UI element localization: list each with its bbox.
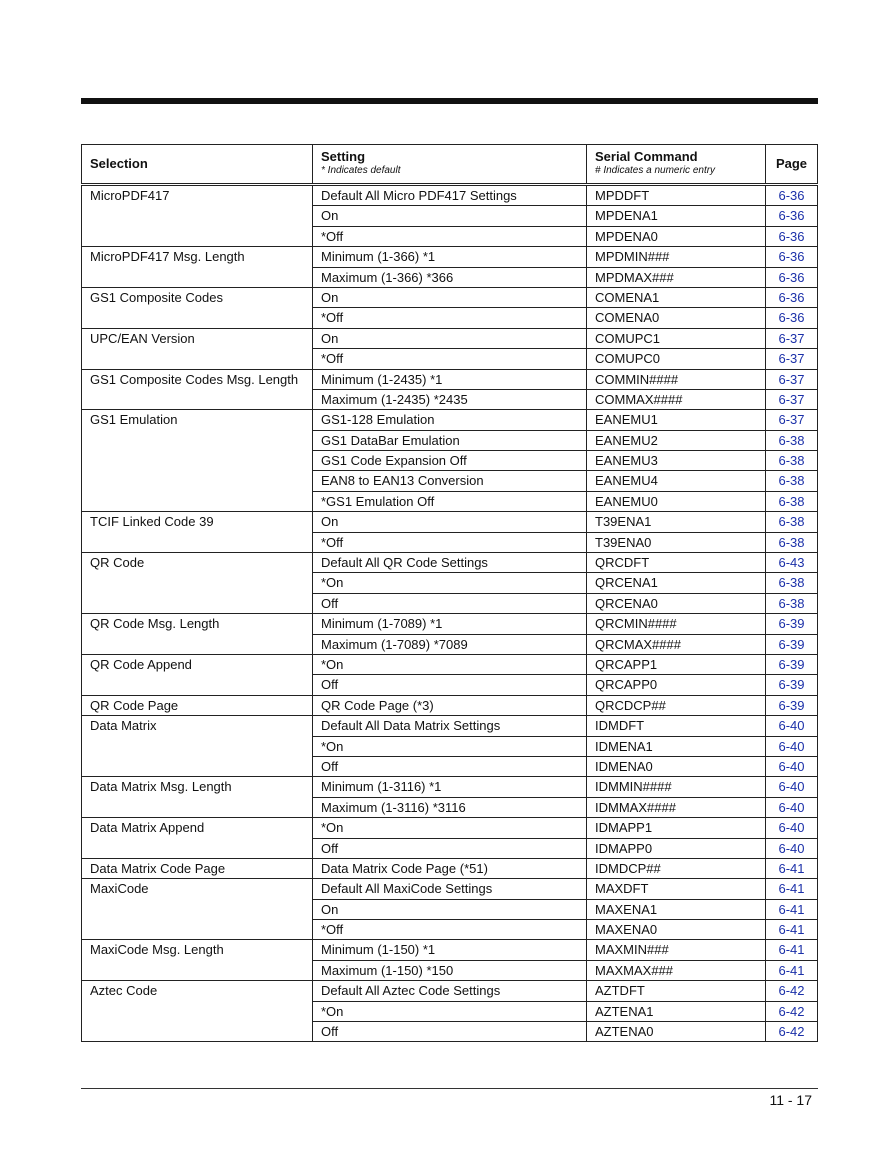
page-link[interactable]: 6-40 [766,756,818,776]
command-cell: EANEMU4 [587,471,766,491]
setting-cell: *Off [313,226,587,246]
setting-cell: Minimum (1-2435) *1 [313,369,587,389]
page-link[interactable]: 6-39 [766,634,818,654]
command-cell: QRCDCP## [587,695,766,715]
setting-cell: Minimum (1-3116) *1 [313,777,587,797]
command-cell: COMUPC0 [587,349,766,369]
setting-cell: *Off [313,349,587,369]
setting-cell: GS1 DataBar Emulation [313,430,587,450]
table-row [82,654,818,674]
page-link[interactable]: 6-37 [766,389,818,409]
page-number: 11 - 17 [769,1092,812,1108]
setting-cell: *On [313,1001,587,1021]
page-link[interactable]: 6-39 [766,675,818,695]
selection-cell: Data Matrix Append [82,818,313,859]
setting-cell: *On [313,736,587,756]
command-cell: QRCMIN#### [587,614,766,634]
setting-cell: On [313,328,587,348]
selection-cell: Aztec Code [82,981,313,1042]
selection-cell: MicroPDF417 Msg. Length [82,247,313,288]
serial-command-table [81,144,818,1042]
setting-cell: Maximum (1-150) *150 [313,960,587,980]
page-link[interactable]: 6-41 [766,960,818,980]
command-cell: COMMIN#### [587,369,766,389]
command-cell: EANEMU3 [587,451,766,471]
command-cell: COMENA0 [587,308,766,328]
page-link[interactable]: 6-36 [766,247,818,267]
command-cell: IDMAPP0 [587,838,766,858]
header-rule [81,98,818,104]
command-cell: AZTENA1 [587,1001,766,1021]
command-cell: QRCENA0 [587,593,766,613]
command-cell: QRCAPP0 [587,675,766,695]
page-link[interactable]: 6-40 [766,716,818,736]
page-link[interactable]: 6-41 [766,858,818,878]
setting-cell: Maximum (1-7089) *7089 [313,634,587,654]
selection-cell: TCIF Linked Code 39 [82,512,313,553]
table-row [82,940,818,960]
setting-cell: *On [313,654,587,674]
selection-cell: GS1 Composite Codes Msg. Length [82,369,313,410]
table-row [82,512,818,532]
setting-cell: GS1 Code Expansion Off [313,451,587,471]
page-link[interactable]: 6-42 [766,1022,818,1042]
table-row [82,614,818,634]
page-link[interactable]: 6-43 [766,553,818,573]
setting-cell: Data Matrix Code Page (*51) [313,858,587,878]
command-cell: MPDDFT [587,185,766,206]
page-link[interactable]: 6-38 [766,512,818,532]
col-header-selection: Selection [82,145,313,185]
page-link[interactable]: 6-37 [766,349,818,369]
table-row [82,777,818,797]
setting-cell: QR Code Page (*3) [313,695,587,715]
col-header-command: Serial Command # Indicates a numeric entry [587,145,766,185]
command-cell: IDMMAX#### [587,797,766,817]
selection-cell: MaxiCode [82,879,313,940]
page-link[interactable]: 6-39 [766,695,818,715]
page-link[interactable]: 6-39 [766,614,818,634]
command-cell: COMENA1 [587,287,766,307]
table-row [82,553,818,573]
page-link[interactable]: 6-37 [766,410,818,430]
setting-cell: GS1-128 Emulation [313,410,587,430]
command-cell: EANEMU2 [587,430,766,450]
selection-cell: QR Code [82,553,313,614]
selection-cell: Data Matrix [82,716,313,777]
setting-cell: Default All QR Code Settings [313,553,587,573]
command-cell: MPDMAX### [587,267,766,287]
table-body [82,185,818,1042]
command-cell: QRCENA1 [587,573,766,593]
page-link[interactable]: 6-41 [766,940,818,960]
setting-cell: On [313,512,587,532]
page-link[interactable]: 6-36 [766,226,818,246]
col-header-setting: Setting * Indicates default [313,145,587,185]
table-row [82,287,818,307]
selection-cell: Data Matrix Code Page [82,858,313,878]
selection-cell: QR Code Append [82,654,313,695]
table-row [82,328,818,348]
table-row [82,981,818,1001]
setting-cell: Off [313,838,587,858]
command-cell: IDMENA0 [587,756,766,776]
page-link[interactable]: 6-36 [766,267,818,287]
page-link[interactable]: 6-41 [766,899,818,919]
footer-rule [81,1088,818,1089]
command-cell: IDMMIN#### [587,777,766,797]
page-link[interactable]: 6-38 [766,573,818,593]
setting-note: * Indicates default [321,165,401,176]
table-row [82,247,818,267]
table-row [82,410,818,430]
setting-cell: EAN8 to EAN13 Conversion [313,471,587,491]
command-cell: MAXDFT [587,879,766,899]
command-cell: T39ENA0 [587,532,766,552]
command-cell: MPDMIN### [587,247,766,267]
command-cell: QRCMAX#### [587,634,766,654]
table-header-row [82,145,818,185]
selection-cell: MicroPDF417 [82,185,313,247]
page-link[interactable]: 6-39 [766,654,818,674]
selection-cell: Data Matrix Msg. Length [82,777,313,818]
setting-cell: Minimum (1-7089) *1 [313,614,587,634]
command-cell: AZTENA0 [587,1022,766,1042]
table-row [82,716,818,736]
command-cell: QRCDFT [587,553,766,573]
setting-cell: On [313,899,587,919]
table-row [82,369,818,389]
command-cell: AZTDFT [587,981,766,1001]
setting-cell: Maximum (1-3116) *3116 [313,797,587,817]
page-link[interactable]: 6-38 [766,532,818,552]
setting-cell: *Off [313,532,587,552]
page-link[interactable]: 6-41 [766,920,818,940]
command-cell: IDMENA1 [587,736,766,756]
page-link[interactable]: 6-36 [766,185,818,206]
page-link[interactable]: 6-38 [766,451,818,471]
setting-cell: On [313,287,587,307]
setting-cell: Off [313,756,587,776]
selection-cell: UPC/EAN Version [82,328,313,369]
table-row [82,879,818,899]
selection-cell: QR Code Page [82,695,313,715]
selection-cell: QR Code Msg. Length [82,614,313,655]
page-link[interactable]: 6-36 [766,206,818,226]
command-cell: MAXENA1 [587,899,766,919]
selection-cell: GS1 Composite Codes [82,287,313,328]
table-row [82,185,818,206]
selection-cell: GS1 Emulation [82,410,313,512]
command-cell: QRCAPP1 [587,654,766,674]
command-cell: COMMAX#### [587,389,766,409]
setting-cell: Off [313,675,587,695]
page-link[interactable]: 6-38 [766,593,818,613]
page-link[interactable]: 6-41 [766,879,818,899]
page-link[interactable]: 6-42 [766,981,818,1001]
page-link[interactable]: 6-40 [766,797,818,817]
page-link[interactable]: 6-40 [766,736,818,756]
command-cell: MAXMAX### [587,960,766,980]
setting-cell: Off [313,1022,587,1042]
setting-cell: Default All Aztec Code Settings [313,981,587,1001]
command-cell: MPDENA1 [587,206,766,226]
setting-cell: *Off [313,920,587,940]
page-link[interactable]: 6-40 [766,818,818,838]
command-cell: MAXENA0 [587,920,766,940]
setting-cell: Off [313,593,587,613]
setting-cell: *GS1 Emulation Off [313,491,587,511]
command-cell: IDMDCP## [587,858,766,878]
setting-cell: *On [313,818,587,838]
page-link[interactable]: 6-36 [766,308,818,328]
page-link[interactable]: 6-42 [766,1001,818,1021]
setting-cell: Maximum (1-366) *366 [313,267,587,287]
command-cell: EANEMU0 [587,491,766,511]
page-link[interactable]: 6-38 [766,430,818,450]
page-link[interactable]: 6-37 [766,328,818,348]
table-row [82,695,818,715]
setting-cell: Minimum (1-150) *1 [313,940,587,960]
page-link[interactable]: 6-40 [766,777,818,797]
table-row [82,818,818,838]
page-link[interactable]: 6-38 [766,471,818,491]
command-cell: T39ENA1 [587,512,766,532]
setting-cell: Default All MaxiCode Settings [313,879,587,899]
setting-cell: *Off [313,308,587,328]
command-cell: EANEMU1 [587,410,766,430]
table-row [82,858,818,878]
command-cell: MAXMIN### [587,940,766,960]
setting-cell: On [313,206,587,226]
command-note: # Indicates a numeric entry [595,165,716,176]
setting-cell: Default All Micro PDF417 Settings [313,185,587,206]
setting-cell: Maximum (1-2435) *2435 [313,389,587,409]
selection-cell: MaxiCode Msg. Length [82,940,313,981]
command-cell: COMUPC1 [587,328,766,348]
col-header-page: Page [766,145,818,185]
setting-cell: Default All Data Matrix Settings [313,716,587,736]
setting-cell: Minimum (1-366) *1 [313,247,587,267]
command-cell: IDMDFT [587,716,766,736]
setting-cell: *On [313,573,587,593]
page-link[interactable]: 6-40 [766,838,818,858]
page-link[interactable]: 6-36 [766,287,818,307]
command-cell: MPDENA0 [587,226,766,246]
page-link[interactable]: 6-38 [766,491,818,511]
page-link[interactable]: 6-37 [766,369,818,389]
command-cell: IDMAPP1 [587,818,766,838]
